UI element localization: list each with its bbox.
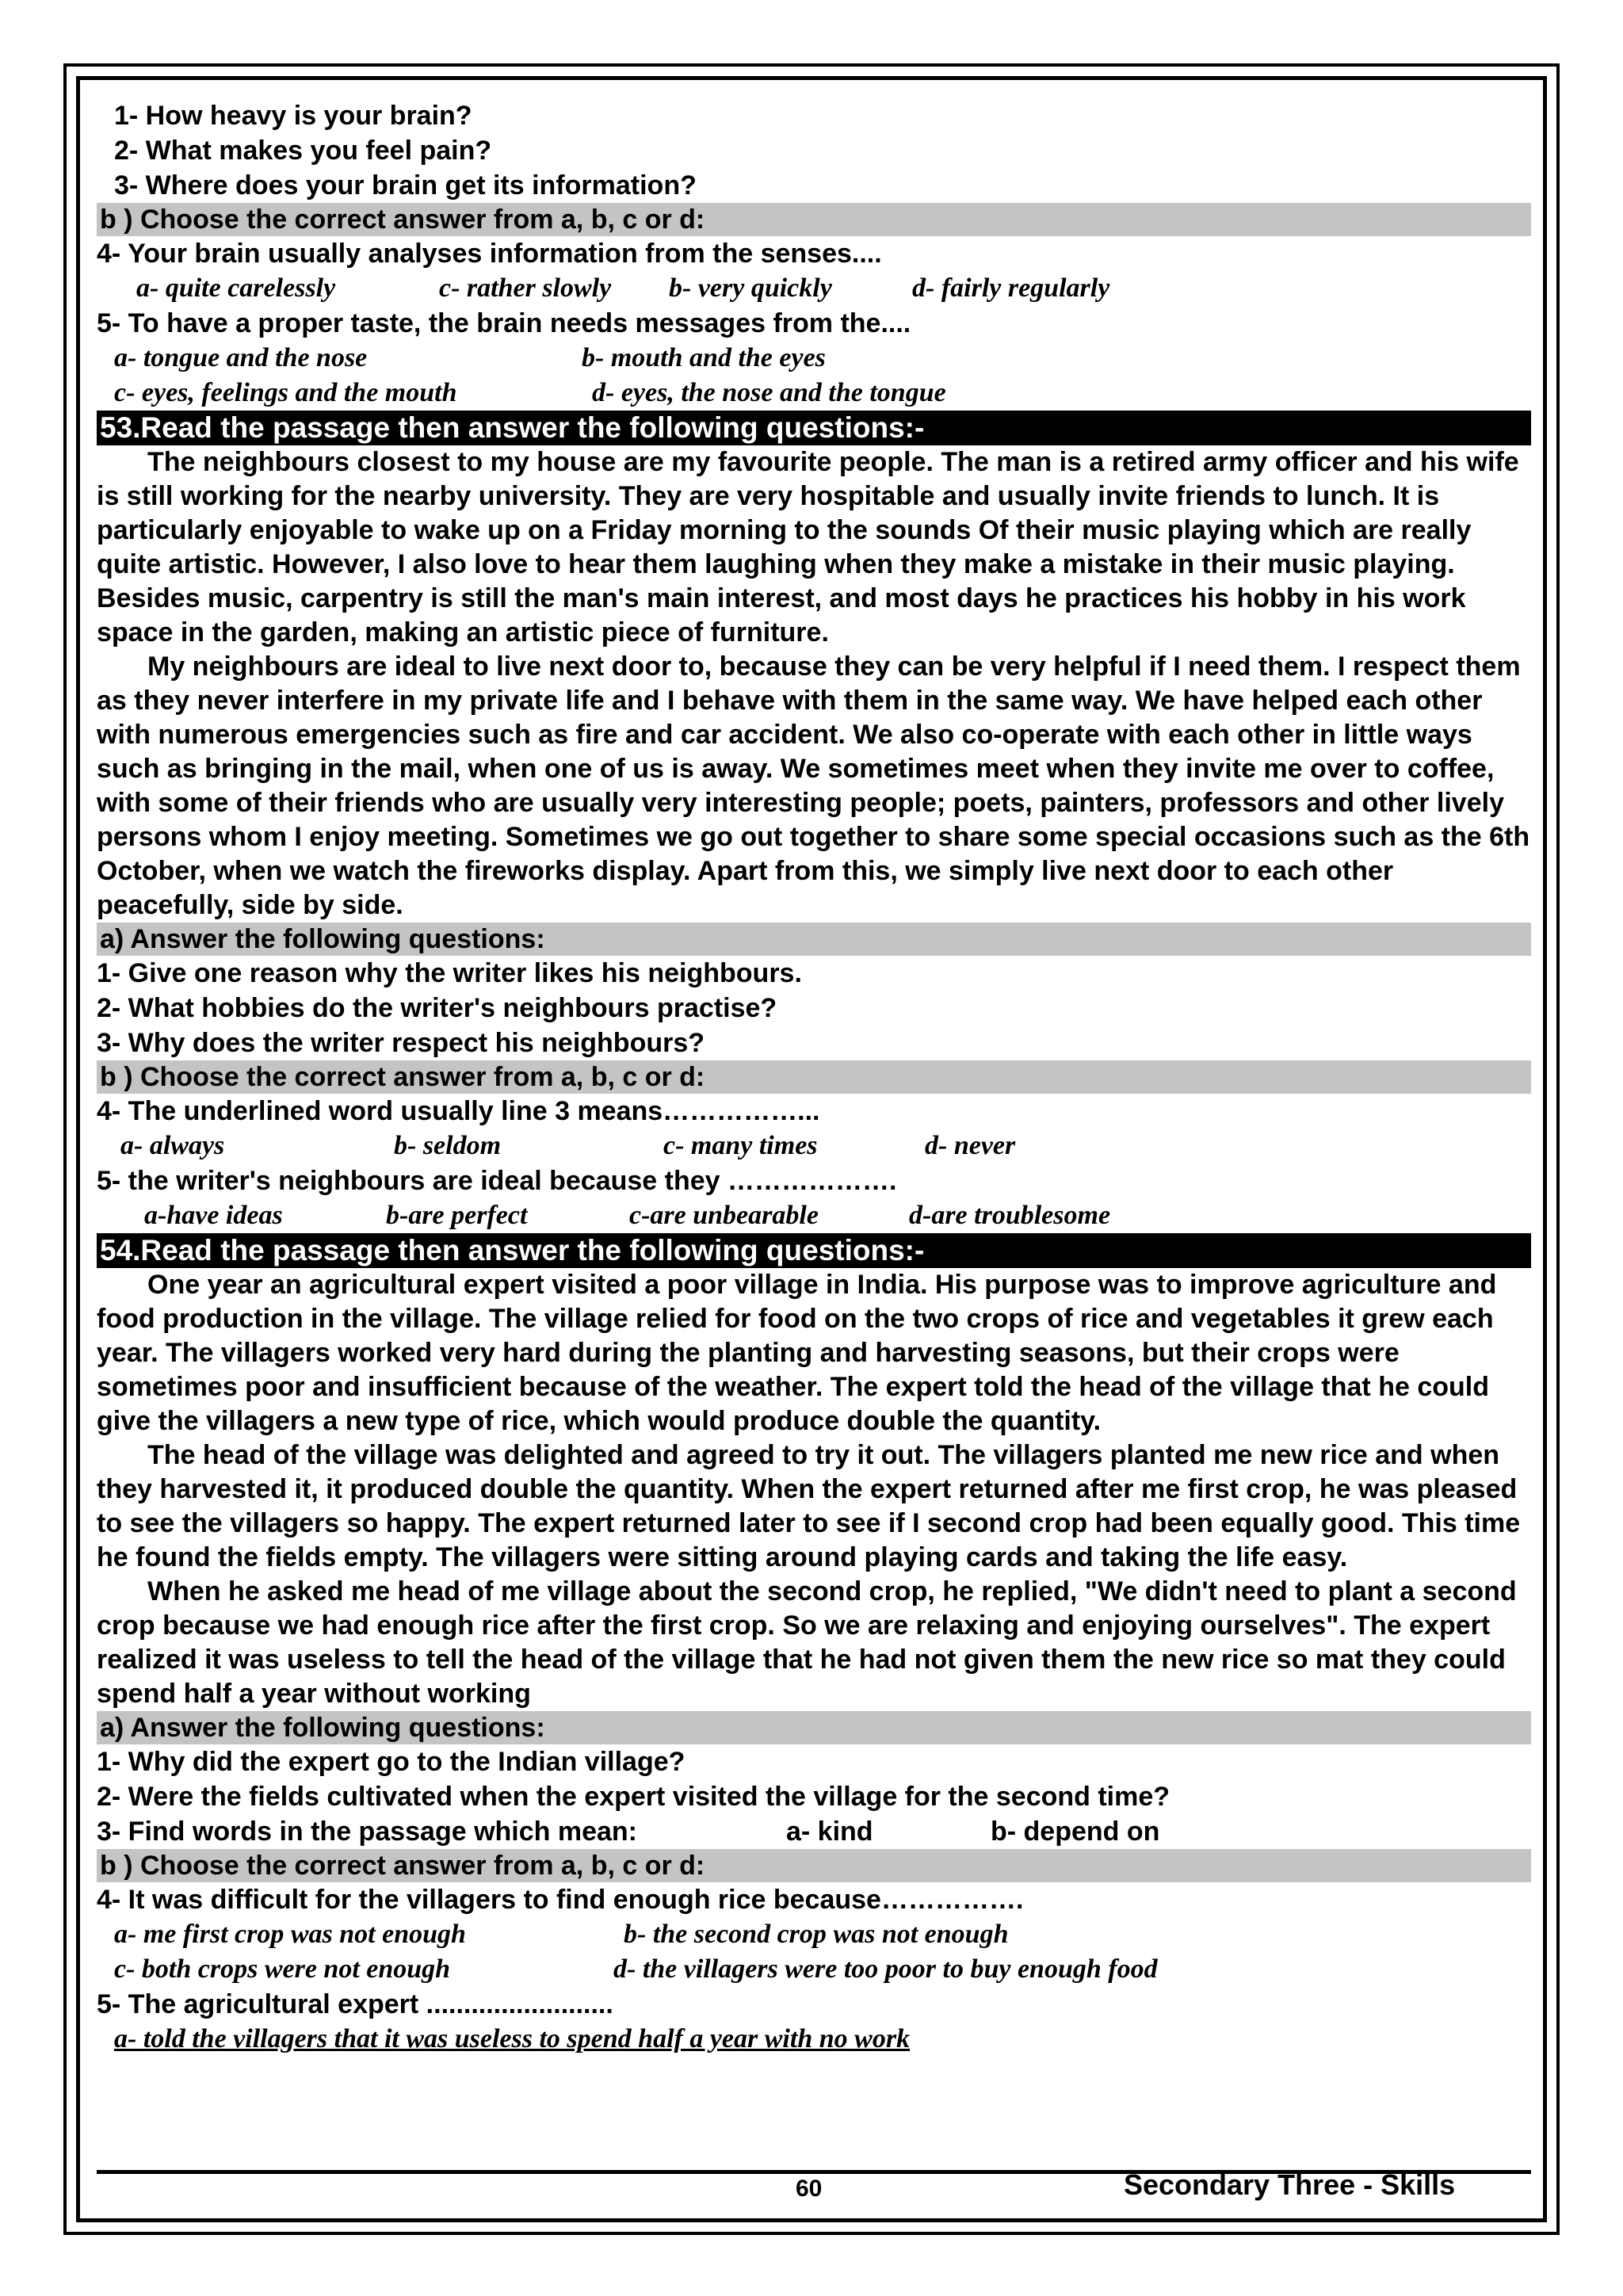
option-d: d- fairly regularly [912,273,1110,303]
question-5-options [97,1198,1531,1233]
question-5: 5- the writer's neighbours are ideal because they ………………. [97,1166,897,1196]
question-2: 2- What makes you feel pain? [114,136,492,166]
question-4-options-row1 [97,1917,1531,1952]
question-3-item-a: a- kind [786,1817,873,1847]
option-a: a-have ideas [144,1201,283,1230]
option-a: a- me first crop was not enough [114,1920,466,1949]
question-5: 5- To have a proper taste, the brain needs messages from the.... [97,308,911,338]
option-a: a- quite carelessly [136,273,336,303]
option-c: c-are unbearable [629,1201,819,1230]
paragraph-text: The head of the village was delighted and agreed to try it out. The villagers planted me new rice and when they harvested it, it produced double the quantity. When the expert returned after me first crop, he was pleased to see the villagers so happy. The expert returned later to see if I second crop had been equally good. This time he found the fields empty. The villagers were sitting around playing cards and taking the life easy. [97,1440,1521,1572]
question-2: 2- What hobbies do the writer's neighbours practise? [97,993,777,1023]
section-54-title: 54.Read the passage then answer the following questions:- [97,1233,1531,1268]
option-c: c- rather slowly [439,273,612,303]
question-4: 4- The underlined word usually line 3 means……………... [97,1096,820,1126]
paragraph-text: My neighbours are ideal to live next door to, because they can be very helpful if I need them. I respect them as they never interfere in my private life and I behave with them in the same way. We have helped each other with numerous emergencies such as fire and car accident. We also co-operate with each other in little ways such as bringing in the mail, when one of us is away. We sometimes meet when they invite me over to coffee, with some of their friends who are usually very interesting people; poets, painters, professors and other lively persons whom I enjoy meeting. Sometimes we go out together to share some special occasions such as the 6th October, when we watch the fireworks display. Apart from this, we simply live next door to each other peacefully, side by side. [97,651,1530,920]
answer-header: a) Answer the following questions: [97,1711,1531,1744]
question-5-options [97,2022,1531,2057]
paragraph-text: When he asked me head of me village about the second crop, he replied, "We didn't need to plant a second crop because we had enough rice after the first crop. So we are relaxing and enjoying ourselves". The expert realized it was useless to tell the head of the village that he had not given them the new rice so mat they could spend half a year without working [97,1576,1517,1709]
option-b: b-are perfect [386,1201,528,1230]
question-3 [97,1814,1531,1849]
passage-54-paragraph-3 [97,1575,1531,1711]
question-1: 1- Why did the expert go to the Indian village? [97,1747,685,1777]
choose-header: b ) Choose the correct answer from a, b, c or d: [97,203,1531,236]
choose-header: b ) Choose the correct answer from a, b, c or d: [97,1849,1531,1882]
question-5-options-row2 [97,376,1531,411]
question-4: 4- Your brain usually analyses information from the senses.... [97,239,882,269]
page-number: 60 [796,2176,823,2202]
option-d: d-are troublesome [909,1201,1111,1230]
footer-title: Secondary Three - Skills [1124,2168,1456,2201]
option-b: b- seldom [394,1131,502,1160]
question-2: 2- Were the fields cultivated when the expert visited the village for the second time? [97,1782,1170,1812]
question-3: 3- Why does the writer respect his neighbours? [97,1028,705,1058]
option-a: a- always [120,1131,225,1160]
option-c: c- many times [663,1131,818,1160]
option-c: c- eyes, feelings and the mouth [114,378,457,407]
question-4: 4- It was difficult for the villagers to find enough rice because……………. [97,1885,1024,1915]
passage-53-paragraph-2 [97,650,1531,923]
page-content [97,98,1531,2057]
passage-54-paragraph-1 [97,1268,1531,1438]
question-1: 1- Give one reason why the writer likes his neighbours. [97,958,802,988]
question-4-options-row2 [97,1952,1531,1987]
option-d: d- the villagers were too poor to buy enough food [613,1954,1158,1984]
question-5: 5- The agricultural expert ......................... [97,1989,613,2019]
option-a: a- told the villagers that it was useless to spend half a year with no work [114,2024,911,2053]
option-b: b- very quickly [669,273,832,303]
option-a: a- tongue and the nose [114,343,368,372]
paragraph-text: The neighbours closest to my house are my favourite people. The man is a retired army officer and his wife is still working for the nearby university. They are very hospitable and usually invite friends to lunch. It is particularly enjoyable to wake up on a Friday morning to the sounds Of their music playing which are really quite artistic. However, I also love to hear them laughing when they make a mistake in their music playing. Besides music, carpentry is still the man's main interest, and most days he practices his hobby in his work space in the garden, making an artistic piece of furniture. [97,447,1519,648]
question-3-text: 3- Find words in the passage which mean: [97,1817,638,1847]
paragraph-text: One year an agricultural expert visited a poor village in India. His purpose was to improve agriculture and food production in the village. The village relied for food on the two crops of rice and vegetables it grew each year. The villagers worked very hard during the planting and harvesting seasons, but their crops were sometimes poor and insufficient because of the weather. The expert told the head of the village that he could give the villagers a new type of rice, which would produce double the quantity. [97,1270,1497,1436]
option-d: d- never [925,1131,1016,1160]
option-b: b- mouth and the eyes [582,343,826,372]
passage-54-paragraph-2 [97,1438,1531,1575]
question-4-options [97,1129,1531,1163]
passage-53-paragraph-1 [97,445,1531,650]
question-3-item-b: b- depend on [991,1817,1160,1847]
section-53-title: 53.Read the passage then answer the following questions:- [97,411,1531,445]
question-1: 1- How heavy is your brain? [114,101,472,131]
question-5-options-row1 [97,341,1531,376]
option-d: d- eyes, the nose and the tongue [592,378,946,407]
question-3: 3- Where does your brain get its information? [114,170,697,201]
option-b: b- the second crop was not enough [624,1920,1009,1949]
question-4-options [97,271,1531,306]
option-c: c- both crops were not enough [114,1954,451,1984]
choose-header: b ) Choose the correct answer from a, b, c or d: [97,1060,1531,1094]
answer-header: a) Answer the following questions: [97,923,1531,956]
